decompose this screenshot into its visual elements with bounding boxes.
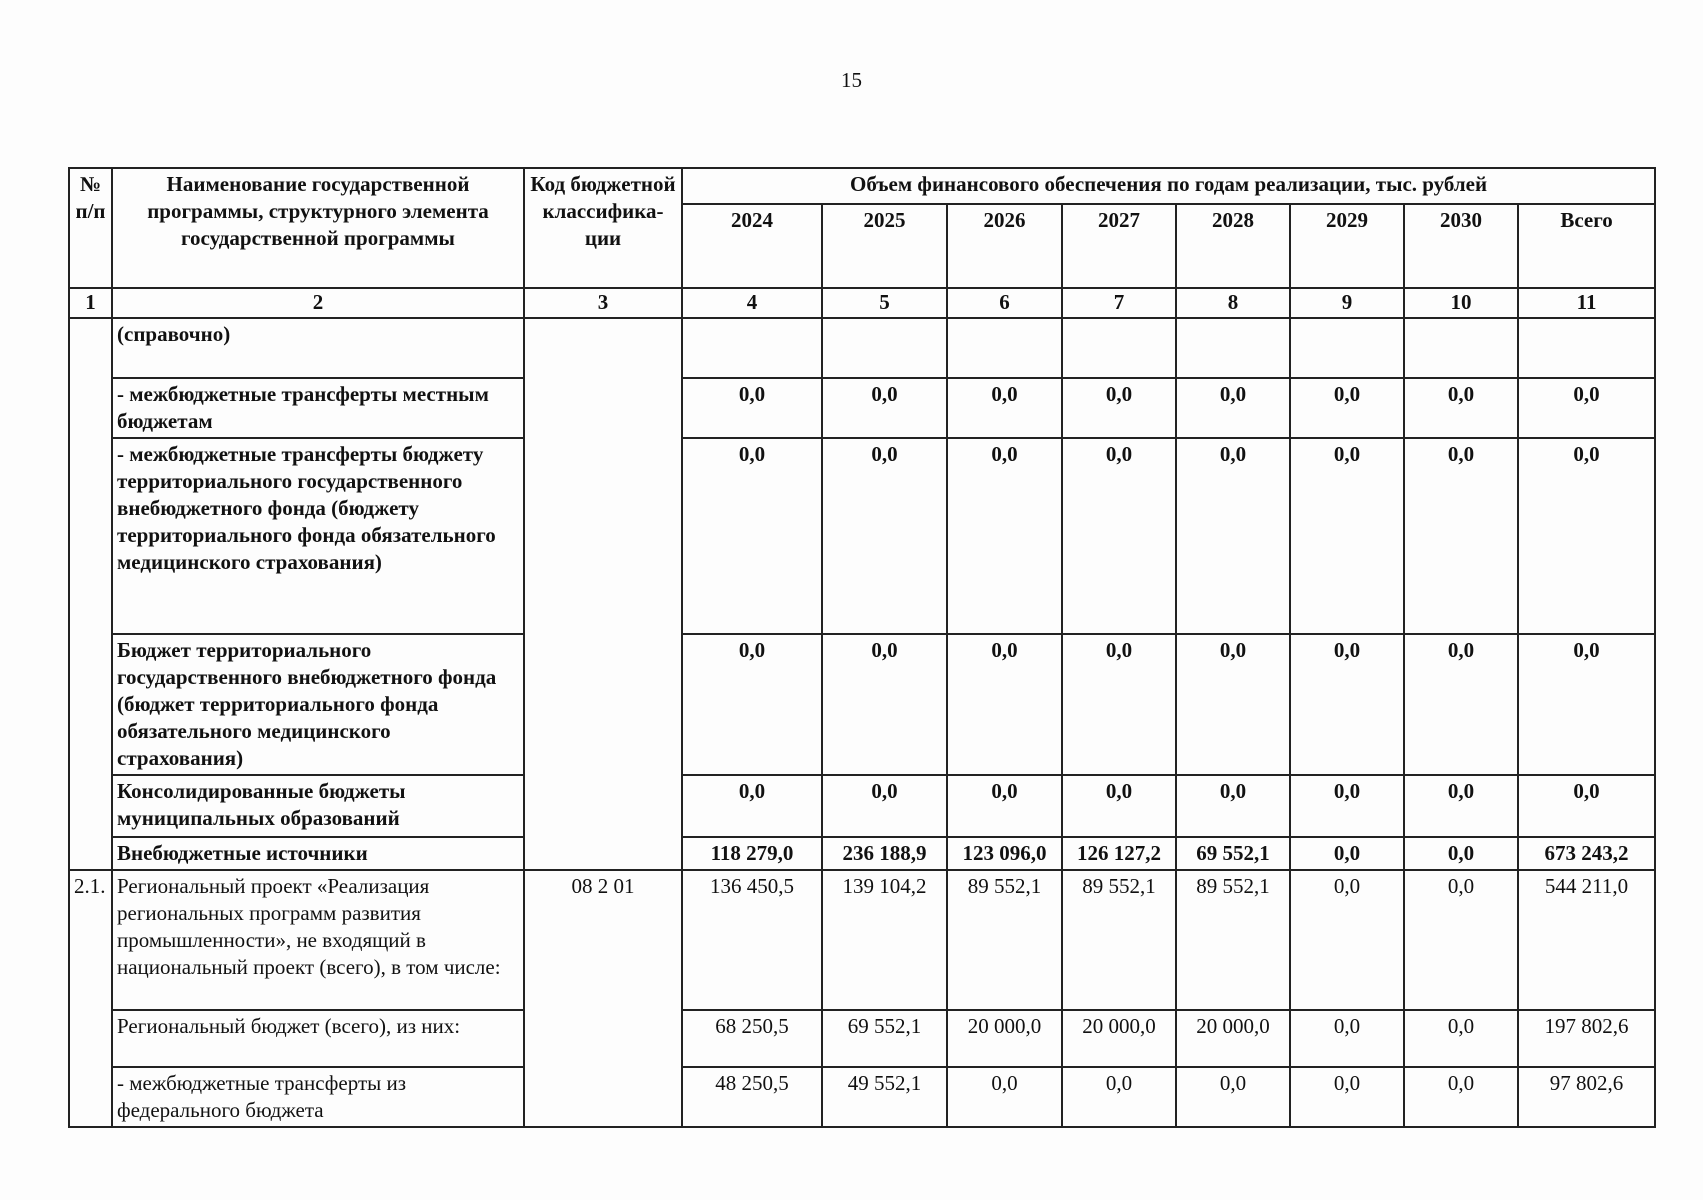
row-value: 0,0 bbox=[1404, 870, 1518, 1010]
column-number: 11 bbox=[1518, 288, 1655, 318]
header-year: 2027 bbox=[1062, 204, 1176, 288]
table-row bbox=[69, 1067, 1655, 1127]
row-value bbox=[1404, 318, 1518, 378]
row-value: 97 802,6 bbox=[1518, 1067, 1655, 1127]
row-value: 89 552,1 bbox=[1176, 870, 1290, 1010]
row-value: 0,0 bbox=[1518, 378, 1655, 438]
column-number: 9 bbox=[1290, 288, 1404, 318]
table-row bbox=[69, 775, 1655, 837]
row-value: 0,0 bbox=[682, 438, 822, 634]
row-value: 0,0 bbox=[1404, 837, 1518, 870]
row-value: 89 552,1 bbox=[947, 870, 1062, 1010]
header-year: 2030 bbox=[1404, 204, 1518, 288]
row-value: 0,0 bbox=[1176, 1067, 1290, 1127]
row-value: 136 450,5 bbox=[682, 870, 822, 1010]
column-number: 4 bbox=[682, 288, 822, 318]
header-code: Код бюджетной классифика-ции bbox=[524, 168, 682, 288]
row-name: - межбюджетные трансферты из федерального бюджета bbox=[112, 1067, 524, 1127]
row-value: 0,0 bbox=[1518, 634, 1655, 775]
row-value: 0,0 bbox=[1062, 1067, 1176, 1127]
row-value: 0,0 bbox=[1518, 775, 1655, 837]
row-value: 0,0 bbox=[682, 378, 822, 438]
table-row bbox=[69, 438, 1655, 634]
row-value: 20 000,0 bbox=[1062, 1010, 1176, 1067]
row-value: 0,0 bbox=[1290, 1067, 1404, 1127]
row-value: 0,0 bbox=[1176, 378, 1290, 438]
table-row bbox=[69, 870, 1655, 1010]
row-name: - межбюджетные трансферты местным бюджетам bbox=[112, 378, 524, 438]
row-value bbox=[947, 318, 1062, 378]
row-value: 197 802,6 bbox=[1518, 1010, 1655, 1067]
header-year: 2024 bbox=[682, 204, 822, 288]
column-number: 7 bbox=[1062, 288, 1176, 318]
row-value: 0,0 bbox=[1062, 438, 1176, 634]
row-value: 0,0 bbox=[947, 1067, 1062, 1127]
header-year: 2025 bbox=[822, 204, 947, 288]
row-name: - межбюджетные трансферты бюджету территориального государственного внебюджетного фонда (бюджету территориального фонда обязательного медицинского страхования) bbox=[112, 438, 524, 634]
header-name: Наименование государственной программы, структурного элемента государственной программы bbox=[112, 168, 524, 288]
row-value: 139 104,2 bbox=[822, 870, 947, 1010]
row-name: Внебюджетные источники bbox=[112, 837, 524, 870]
row-value: 0,0 bbox=[1062, 634, 1176, 775]
row-value: 673 243,2 bbox=[1518, 837, 1655, 870]
row-value: 0,0 bbox=[1062, 378, 1176, 438]
row-value: 0,0 bbox=[947, 378, 1062, 438]
column-number: 3 bbox=[524, 288, 682, 318]
row-value bbox=[1290, 318, 1404, 378]
row-value: 20 000,0 bbox=[947, 1010, 1062, 1067]
table-row bbox=[69, 634, 1655, 775]
row-value: 0,0 bbox=[1404, 775, 1518, 837]
row-value: 0,0 bbox=[1290, 775, 1404, 837]
column-number: 1 bbox=[69, 288, 112, 318]
row-value: 20 000,0 bbox=[1176, 1010, 1290, 1067]
row-name: Бюджет территориального государственного внебюджетного фонда (бюджет территориального фонда обязательного медицинского страхования) bbox=[112, 634, 524, 775]
row-value: 0,0 bbox=[1176, 775, 1290, 837]
row-value: 0,0 bbox=[822, 438, 947, 634]
row-value: 0,0 bbox=[947, 634, 1062, 775]
row-value: 89 552,1 bbox=[1062, 870, 1176, 1010]
row-value: 68 250,5 bbox=[682, 1010, 822, 1067]
row-value: 0,0 bbox=[1404, 634, 1518, 775]
row-value: 0,0 bbox=[1404, 438, 1518, 634]
row-value: 126 127,2 bbox=[1062, 837, 1176, 870]
row-value: 0,0 bbox=[822, 378, 947, 438]
row-value: 49 552,1 bbox=[822, 1067, 947, 1127]
row-value: 236 188,9 bbox=[822, 837, 947, 870]
row-value bbox=[1062, 318, 1176, 378]
header-num: № п/п bbox=[69, 168, 112, 288]
row-value: 0,0 bbox=[1290, 870, 1404, 1010]
row-value: 0,0 bbox=[1404, 1067, 1518, 1127]
column-number: 8 bbox=[1176, 288, 1290, 318]
row-value: 0,0 bbox=[822, 634, 947, 775]
row-value: 0,0 bbox=[1176, 438, 1290, 634]
row-value: 0,0 bbox=[1290, 378, 1404, 438]
row-value: 0,0 bbox=[1518, 438, 1655, 634]
header-volume: Объем финансового обеспечения по годам реализации, тыс. рублей bbox=[682, 168, 1655, 204]
table-row bbox=[69, 1010, 1655, 1067]
header-year: 2029 bbox=[1290, 204, 1404, 288]
column-number: 5 bbox=[822, 288, 947, 318]
table-row bbox=[69, 378, 1655, 438]
row-value: 123 096,0 bbox=[947, 837, 1062, 870]
row-value: 118 279,0 bbox=[682, 837, 822, 870]
row-name: Региональный проект «Реализация региональных программ развития промышленности», не входящий в национальный проект (всего), в том числе: bbox=[112, 870, 524, 1010]
row-value: 0,0 bbox=[947, 775, 1062, 837]
row-value bbox=[1518, 318, 1655, 378]
header-year: 2026 bbox=[947, 204, 1062, 288]
row-value: 48 250,5 bbox=[682, 1067, 822, 1127]
row-value bbox=[1176, 318, 1290, 378]
page-number: 15 bbox=[841, 68, 862, 92]
row-name: Региональный бюджет (всего), из них: bbox=[112, 1010, 524, 1067]
row-value bbox=[822, 318, 947, 378]
row-value: 0,0 bbox=[1062, 775, 1176, 837]
row-name: Консолидированные бюджеты муниципальных образований bbox=[112, 775, 524, 837]
row-value: 0,0 bbox=[947, 438, 1062, 634]
row-value: 0,0 bbox=[1404, 378, 1518, 438]
row-value: 0,0 bbox=[1290, 837, 1404, 870]
column-number: 6 bbox=[947, 288, 1062, 318]
row-value: 69 552,1 bbox=[1176, 837, 1290, 870]
row-value: 0,0 bbox=[1290, 634, 1404, 775]
budget-table bbox=[68, 167, 1656, 1128]
row-value: 0,0 bbox=[1404, 1010, 1518, 1067]
column-number: 10 bbox=[1404, 288, 1518, 318]
row-value: 0,0 bbox=[682, 634, 822, 775]
row-value: 0,0 bbox=[1176, 634, 1290, 775]
row-num: 2.1. bbox=[69, 870, 112, 1127]
row-code bbox=[524, 318, 682, 870]
column-numbers-row bbox=[69, 288, 1655, 318]
header-year: 2028 bbox=[1176, 204, 1290, 288]
row-name: (справочно) bbox=[112, 318, 524, 378]
row-value bbox=[682, 318, 822, 378]
header-total: Всего bbox=[1518, 204, 1655, 288]
row-num bbox=[69, 318, 112, 870]
row-value: 0,0 bbox=[1290, 438, 1404, 634]
table-row bbox=[69, 318, 1655, 378]
row-value: 0,0 bbox=[682, 775, 822, 837]
row-value: 0,0 bbox=[1290, 1010, 1404, 1067]
row-value: 0,0 bbox=[822, 775, 947, 837]
row-code: 08 2 01 bbox=[524, 870, 682, 1127]
row-value: 544 211,0 bbox=[1518, 870, 1655, 1010]
table-row bbox=[69, 837, 1655, 870]
column-number: 2 bbox=[112, 288, 524, 318]
row-value: 69 552,1 bbox=[822, 1010, 947, 1067]
